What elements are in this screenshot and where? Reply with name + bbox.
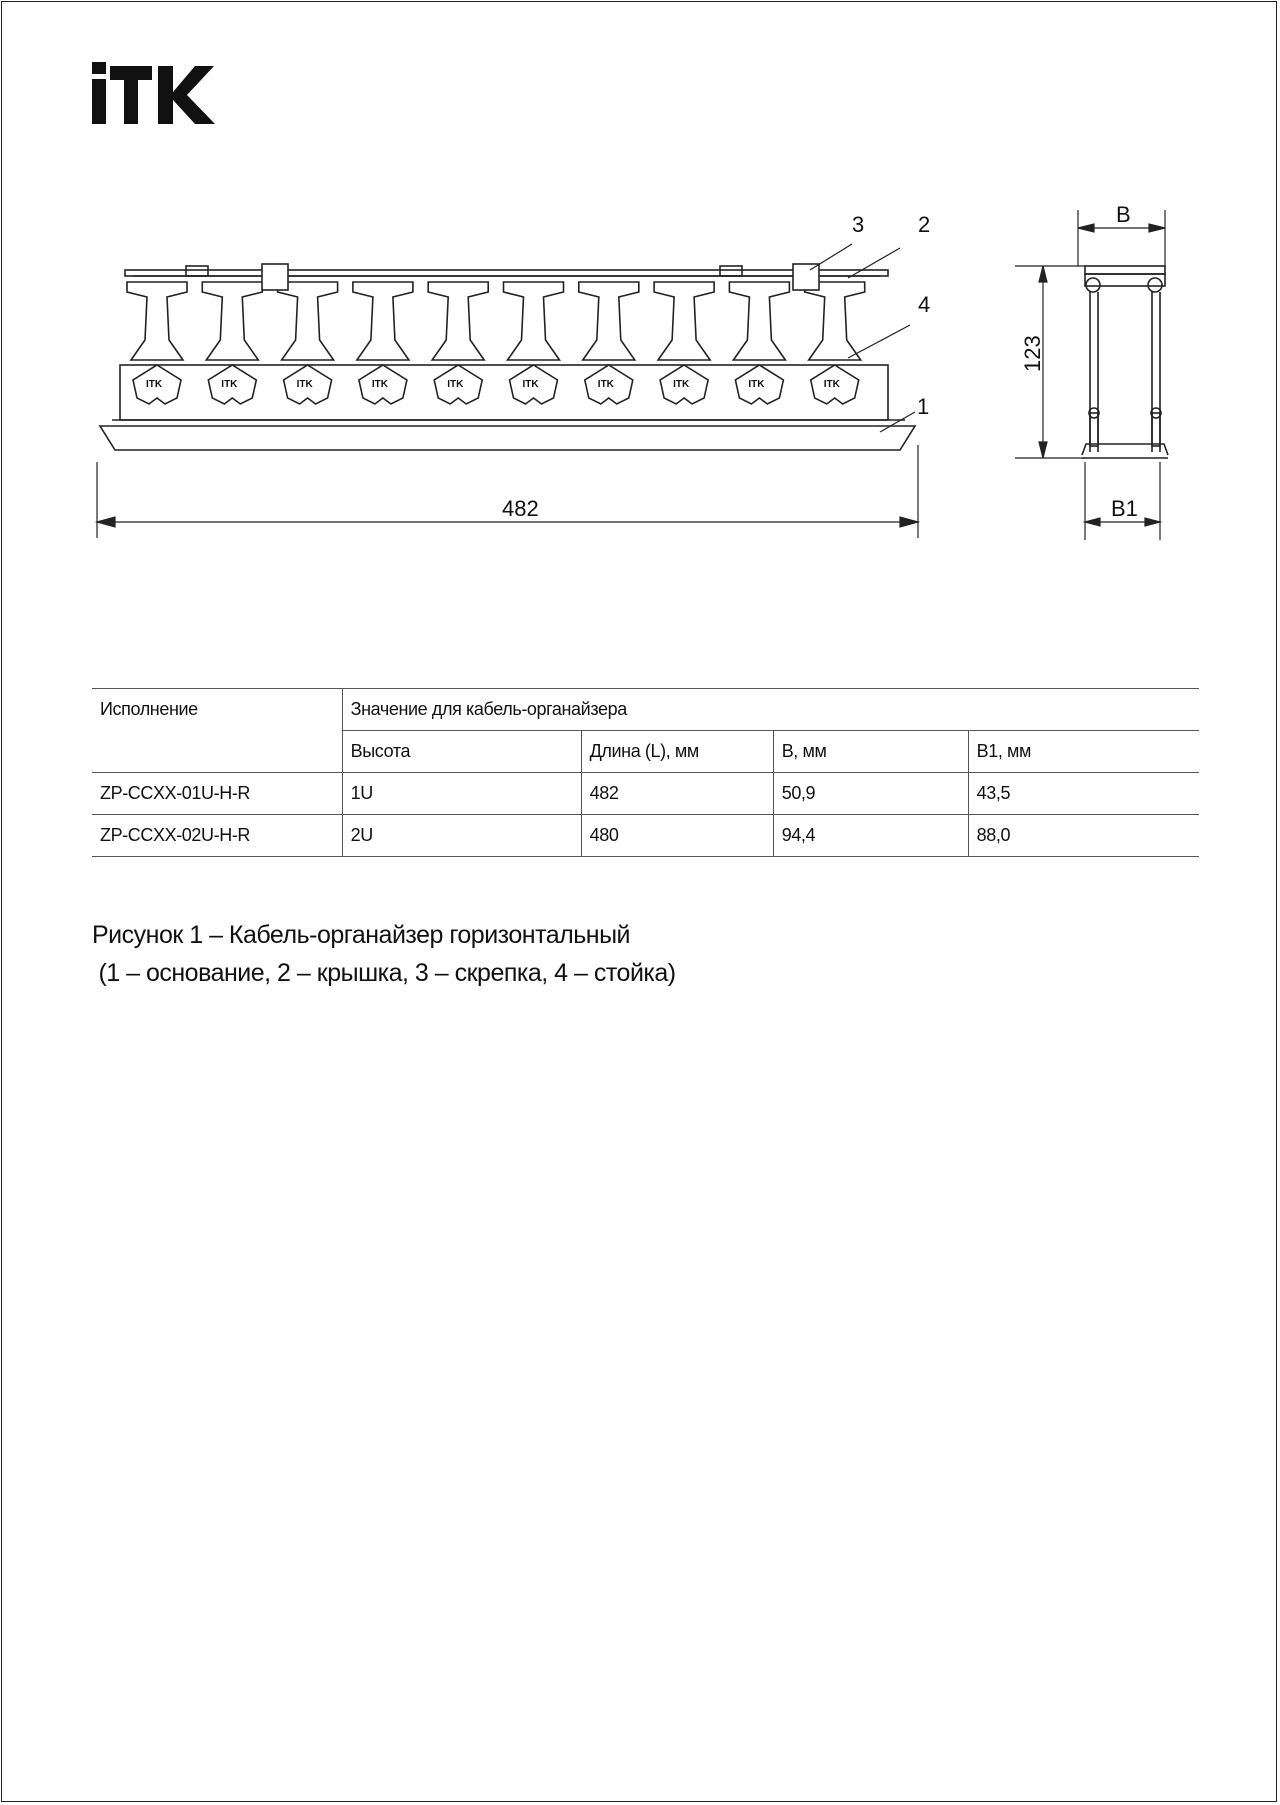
subheader-b: B, мм [773,731,968,773]
table-row [92,815,1199,857]
cell-b1: 43,5 [968,773,1199,815]
table-header-row [92,689,1199,731]
stand-1 [127,282,187,404]
stand-6 [504,282,564,404]
stand-9 [729,282,789,404]
cell-length: 482 [581,773,773,815]
stand-mark: ITK [522,379,539,390]
subheader-b1: B1, мм [968,731,1199,773]
stand-3 [278,282,338,404]
stand-mark: ITK [146,379,163,390]
stand-8 [654,282,714,404]
stand-mark: ITK [748,379,765,390]
cell-b: 94,4 [773,815,968,857]
cell-height: 2U [342,815,581,857]
caption-line-2: (1 – основание, 2 – крышка, 3 – скрепка, 4 – стойка) [92,959,676,987]
header-group: Значение для кабель-органайзера [342,689,1199,731]
stand-5 [428,282,488,404]
stand-2 [202,282,262,404]
dim-b: B [1116,202,1131,227]
caption-line-1: Рисунок 1 – Кабель-органайзер горизонтальный [92,921,630,949]
callout-3: 3 [852,212,865,237]
stand-10 [805,282,865,404]
itk-logo [92,62,216,124]
callout-4: 4 [918,292,931,317]
stand-mark: ITK [673,379,690,390]
header-variant: Исполнение [92,689,342,773]
stand-mark: ITK [597,379,614,390]
stand-7 [579,282,639,404]
stand-mark: ITK [823,379,840,390]
table-row [92,773,1199,815]
cell-variant: ZP-CCXX-01U-H-R [92,773,342,815]
stand-mark: ITK [447,379,464,390]
stand-mark: ITK [371,379,389,390]
stand-mark: ITK [221,379,238,390]
cell-b: 50,9 [773,773,968,815]
side-view [1082,266,1168,458]
subheader-length: Длина (L), мм [581,731,773,773]
callout-1: 1 [917,394,930,419]
callout-2: 2 [918,212,931,237]
spec-table [92,688,1199,857]
dim-height: 123 [1020,335,1045,372]
dim-length: 482 [502,496,539,521]
cell-length: 480 [581,815,773,857]
dim-b1: B1 [1111,496,1138,521]
cell-variant: ZP-CCXX-02U-H-R [92,815,342,857]
cell-b1: 88,0 [968,815,1199,857]
cell-height: 1U [342,773,581,815]
stands [127,282,865,404]
front-view [100,264,915,450]
organizer-drawing [0,200,1280,560]
stand-mark: ITK [296,379,313,390]
subheader-height: Высота [342,731,581,773]
stand-4 [353,282,413,404]
figure-caption [92,916,676,992]
